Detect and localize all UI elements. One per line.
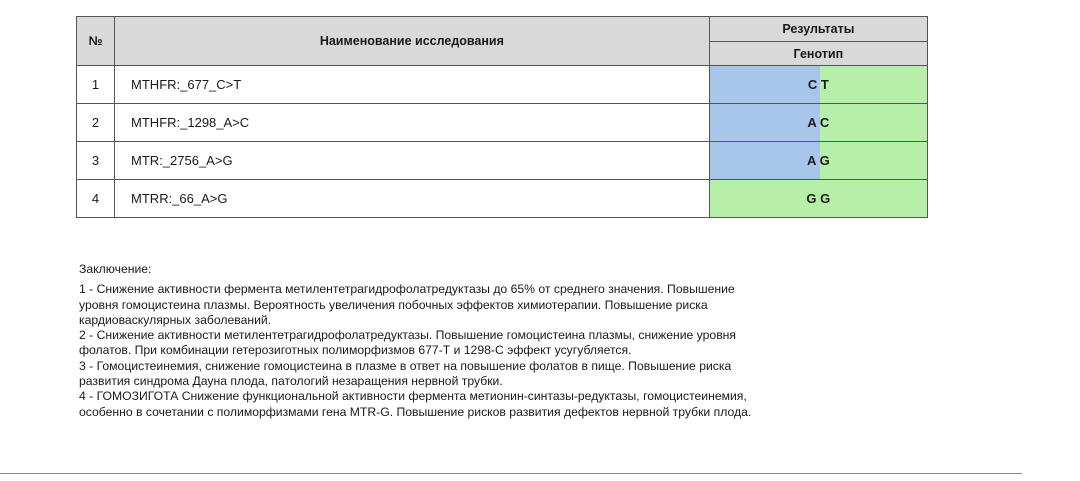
conclusion-line: 2 - Снижение активности метилентетрагидрофолатредуктазы. Повышение гомоцистеина плазмы, снижение уровня <box>79 328 737 343</box>
row-number: 2 <box>77 104 115 142</box>
test-name: MTR:_2756_A>G <box>115 142 710 180</box>
genotype-cell <box>709 66 927 104</box>
allele-1: A <box>807 153 816 168</box>
table-row <box>77 66 928 104</box>
allele-2: C <box>819 115 830 130</box>
header-genotype: Генотип <box>709 42 927 66</box>
test-name: MTHFR:_1298_A>C <box>115 104 710 142</box>
table-row <box>77 142 928 180</box>
allele-2: T <box>820 77 829 92</box>
conclusion-line: уровня гомоцистеина плазмы. Вероятность увеличения побочных эффектов химиотерапии. Повышение риска <box>79 297 708 312</box>
conclusion-line: кардиоваскулярных заболеваний. <box>79 312 272 327</box>
conclusion-block <box>79 262 939 420</box>
allele-1: A <box>807 115 817 130</box>
test-name: MTHFR:_677_C>T <box>115 66 710 104</box>
allele-1: G <box>806 191 817 206</box>
results-table <box>76 16 928 218</box>
conclusion-line: фолатов. При комбинации гетерозиготных полиморфизмов 677-Т и 1298-С эффект усугубляется. <box>79 343 632 358</box>
conclusion-line: развития синдрома Дауна плода, патологий незаращения нервной трубки. <box>79 374 503 389</box>
test-name: MTRR:_66_A>G <box>115 180 710 218</box>
row-number: 4 <box>77 180 115 218</box>
row-number: 1 <box>77 66 115 104</box>
footer-divider <box>0 473 1022 474</box>
conclusion-line: 3 - Гомоцистеинемия, снижение гомоцистеина в плазме в ответ на повышение фолатов в пище. Повышение риска <box>79 358 732 373</box>
row-number: 3 <box>77 142 115 180</box>
table-row <box>77 104 928 142</box>
header-no: № <box>77 17 115 66</box>
conclusion-line: особенно в сочетании с полиморфизмами гена MTR-G. Повышение рисков развития дефектов нервной трубки плода. <box>79 404 752 419</box>
genotype-cell <box>709 180 927 218</box>
genotype-cell <box>709 142 927 180</box>
conclusion-title: Заключение: <box>79 262 152 276</box>
conclusion-line: 1 - Снижение активности фермента метилентетрагидрофолатредуктазы до 65% от среднего значения. Повышение <box>79 282 735 297</box>
table-row <box>77 180 928 218</box>
conclusion-line: 4 - ГОМОЗИГОТА Снижение функциональной активности фермента метионин-синтазы-редуктазы, гомоцистеинемия, <box>79 389 747 404</box>
allele-2: G <box>820 191 831 206</box>
header-test-name: Наименование исследования <box>115 17 710 66</box>
allele-1: C <box>807 77 818 92</box>
genotype-cell <box>709 104 927 142</box>
header-results: Результаты <box>709 17 927 42</box>
allele-2: G <box>819 153 830 168</box>
